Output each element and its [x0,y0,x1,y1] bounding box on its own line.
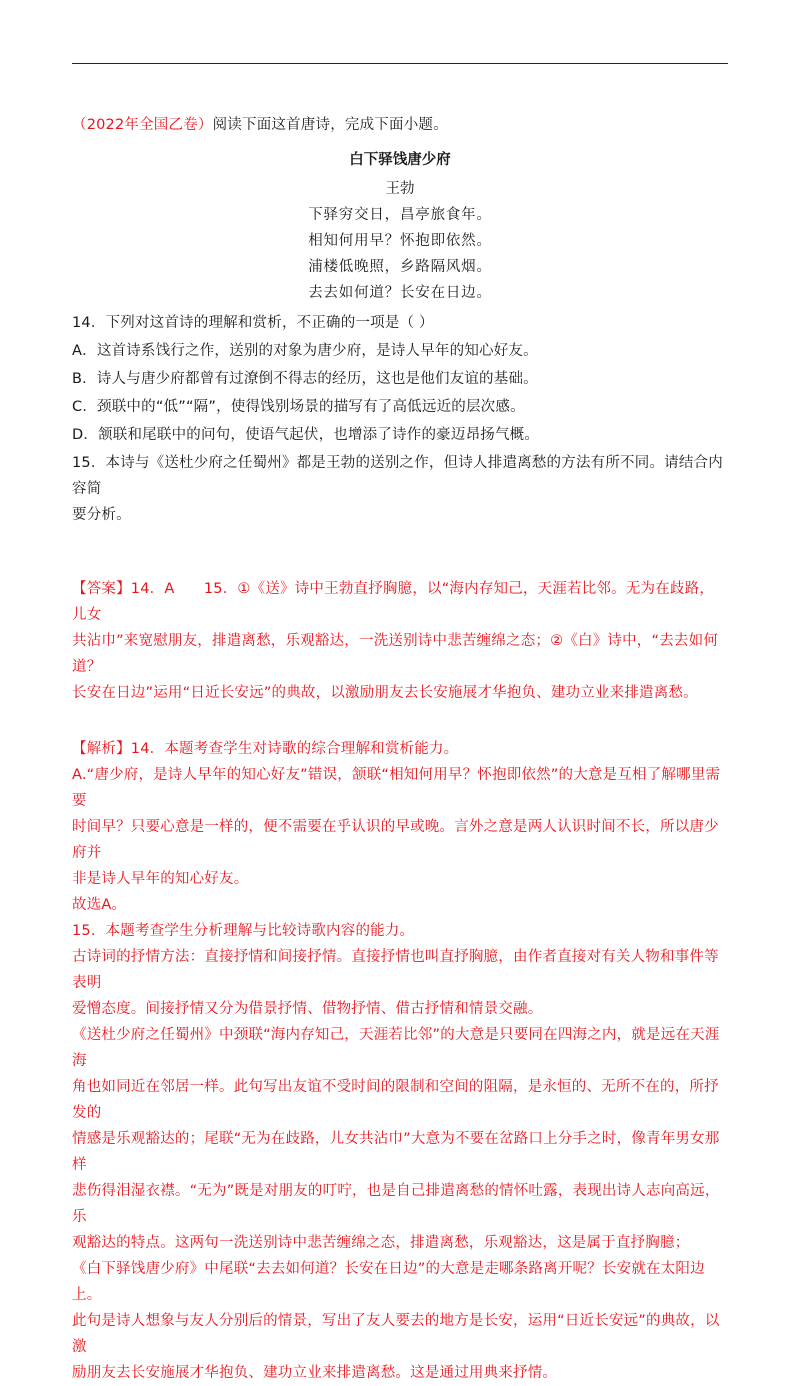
analysis-line: 古诗词的抒情方法：直接抒情和间接抒情。直接抒情也叫直抒胸臆，由作者直接对有关人物和事件等表明 [72,949,719,991]
exam-source: （2022年全国乙卷） [72,117,213,133]
document-page [72,112,728,1386]
analysis-line: 励朋友去长安施展才华抱负、建功立业来排遣离愁。这是通过用典来抒情。 [72,1365,558,1381]
analysis-line: 15．本题考查学生分析理解与比较诗歌内容的能力。 [72,923,415,939]
header-rule [72,63,728,64]
analysis-block [72,736,728,1386]
analysis-line: 《白下驿饯唐少府》中尾联“去去如何道？长安在日边”的大意是走哪条路离开呢？长安就在太阳边上。 [72,1261,705,1303]
intro-instruction: 阅读下面这首唐诗，完成下面小题。 [212,117,448,133]
answer-line: 共沾巾”来宽慰朋友，排遣离愁，乐观豁达，一洗送别诗中悲苦缠绵之态；②《白》诗中，“去去如何道？ [72,633,719,675]
analysis-line: A.“唐少府，是诗人早年的知心好友”错误，颔联“相知何用早？怀抱即依然”的大意是互相了解哪里需要 [72,767,721,809]
question-14-option-b: B．诗人与唐少府都曾有过潦倒不得志的经历，这也是他们友谊的基础。 [72,371,538,387]
analysis-line: 故选A。 [72,897,127,913]
question-14-option-c: C．颈联中的“低”“隔”，使得饯别场景的描写有了高低远近的层次感。 [72,399,525,415]
analysis-line: 此句是诗人想象与友人分别后的情景，写出了友人要去的地方是长安，运用“日近长安远”的典故，以激 [72,1313,720,1355]
question-14-option-d: D．颔联和尾联中的问句，使语气起伏，也增添了诗作的豪迈昂扬气概。 [72,427,540,443]
question-intro [72,112,728,138]
answer-line: 长安在日边”运用“日近长安远”的典故，以激励朋友去长安施展才华抱负、建功立业来排遣离愁。 [72,685,698,701]
analysis-line: 时间早？只要心意是一样的，便不需要在乎认识的早或晚。言外之意是两人认识时间不长，所以唐少府并 [72,819,719,861]
answer-block [72,576,728,706]
poem-author: 王勃 [385,181,415,197]
poem-title: 白下驿饯唐少府 [349,152,451,168]
question-15-line: 15．本诗与《送杜少府之任蜀州》都是王勃的送别之作，但诗人排遣离愁的方法有所不同。请结合内容简 [72,455,723,497]
analysis-line: 非是诗人早年的知心好友。 [72,871,249,887]
analysis-line: 爱憎态度。间接抒情又分为借景抒情、借物抒情、借古抒情和情景交融。 [72,1001,543,1017]
question-14-stem: 14．下列对这首诗的理解和赏析，不正确的一项是（ ） [72,315,434,331]
analysis-line: 角也如同近在邻居一样。此句写出友谊不受时间的限制和空间的阻隔，是永恒的、无所不在的，所抒发的 [72,1079,719,1121]
question-14-option-a: A．这首诗系饯行之作，送别的对象为唐少府，是诗人早年的知心好友。 [72,343,538,359]
question-15-line: 要分析。 [72,507,131,523]
answer-line: 【答案】14．A 15．①《送》诗中王勃直抒胸臆，以“海内存知己，天涯若比邻。无为在歧路，儿女 [72,581,715,623]
analysis-line: 悲伤得泪湿衣襟。“无为”既是对朋友的叮咛，也是自己排遣离愁的情怀吐露，表现出诗人志向高远，乐 [72,1183,720,1225]
poem-line: 浦楼低晚照，乡路隔风烟。 [308,259,492,275]
poem-line: 去去如何道？长安在日边。 [308,285,492,301]
poem-line: 下驿穷交日，昌亭旅食年。 [308,207,492,223]
analysis-line: 情感是乐观豁达的；尾联“无为在歧路，儿女共沾巾”大意为不要在岔路口上分手之时，像青年男女那样 [72,1131,720,1173]
analysis-line: 【解析】14．本题考查学生对诗歌的综合理解和赏析能力。 [72,741,459,757]
analysis-line: 《送杜少府之任蜀州》中颈联“海内存知己，天涯若比邻”的大意是只要同在四海之内，就是远在天涯海 [72,1027,720,1069]
poem-line: 相知何用早？怀抱即依然。 [308,233,492,249]
analysis-line: 观豁达的特点。这两句一洗送别诗中悲苦缠绵之态，排遣离愁，乐观豁达，这是属于直抒胸臆； [72,1235,690,1251]
